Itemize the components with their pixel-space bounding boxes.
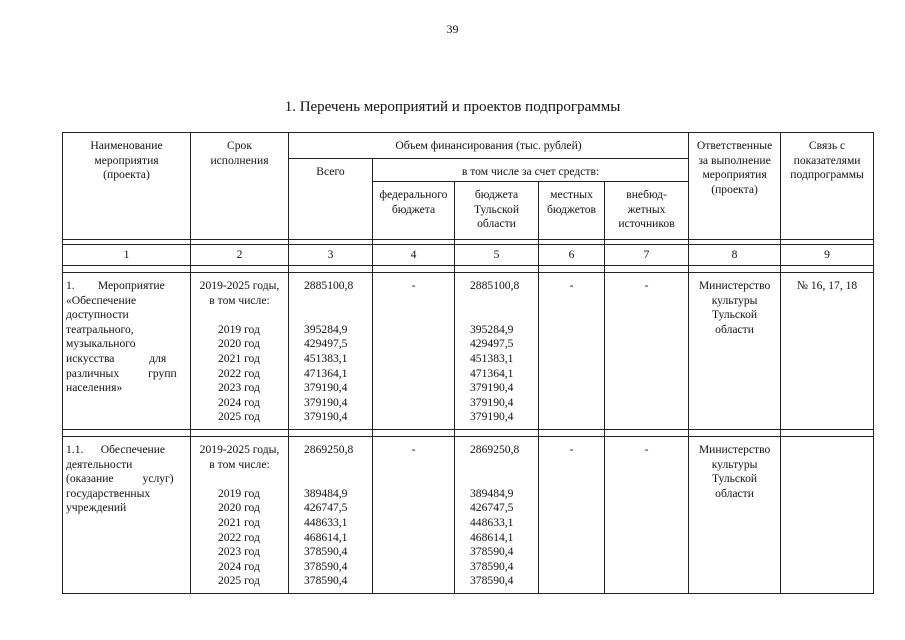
local-cell: - [539,273,605,430]
total-cell: 2869250,8 389484,9 426747,5 448633,1 468614,1 378590,4 378590,4 378590,4 [289,436,373,593]
federal-cell: - [373,273,455,430]
term-cell: 2019-2025 годы, в том числе: 2019 год 2020 год 2021 год 2022 год 2023 год 2024 год 2025 год [191,436,289,593]
regional-cell: 2885100,8 395284,9 429497,5 451383,1 471364,1 379190,4 379190,4 379190,4 [455,273,539,430]
indicator-link-cell: № 16, 17, 18 [781,273,874,430]
indicator-link-cell [781,436,874,593]
total-cell: 2885100,8 395284,9 429497,5 451383,1 471364,1 379190,4 379190,4 379190,4 [289,273,373,430]
header-responsible: Ответственные за выполнение мероприятия (проекта) [689,133,781,240]
col-number: 8 [689,245,781,266]
local-cell: - [539,436,605,593]
col-number: 3 [289,245,373,266]
header-total: Всего [289,159,373,240]
header-link: Связь с показателями подпрограммы [781,133,874,240]
page-number: 39 [446,22,459,36]
activities-table [62,132,874,594]
header-regional: бюджета Тульской области [455,182,539,240]
responsible-cell: Министерство культуры Тульской области [689,273,781,430]
col-number: 6 [539,245,605,266]
offbudget-cell: - [605,436,689,593]
document-title: 1. Перечень мероприятий и проектов подпрограммы [284,99,621,115]
offbudget-cell: - [605,273,689,430]
column-numbers-row [63,245,874,266]
col-number: 2 [191,245,289,266]
header-funding: Объем финансирования (тыс. рублей) [289,133,689,159]
col-number: 7 [605,245,689,266]
term-cell: 2019-2025 годы, в том числе: 2019 год 2020 год 2021 год 2022 год 2023 год 2024 год 2025 год [191,273,289,430]
header-offbudget: внебюд- жетных источников [605,182,689,240]
table-row [63,273,874,430]
col-number: 4 [373,245,455,266]
header-name: Наименование мероприятия (проекта) [63,133,191,240]
col-number: 5 [455,245,539,266]
activity-name: 1.1. Обеспечение деятельности (оказание услуг) государственных учреждений [63,436,191,593]
regional-cell: 2869250,8 389484,9 426747,5 448633,1 468614,1 378590,4 378590,4 378590,4 [455,436,539,593]
table-row [63,436,874,593]
col-number: 1 [63,245,191,266]
federal-cell: - [373,436,455,593]
header-federal: федерального бюджета [373,182,455,240]
header-local: местных бюджетов [539,182,605,240]
header-including: в том числе за счет средств: [373,159,689,182]
col-number: 9 [781,245,874,266]
responsible-cell: Министерство культуры Тульской области [689,436,781,593]
header-term: Срок исполнения [191,133,289,240]
activity-name: 1. Мероприятие «Обеспечение доступности театрального, музыкального искусства для различных групп населения» [63,273,191,430]
